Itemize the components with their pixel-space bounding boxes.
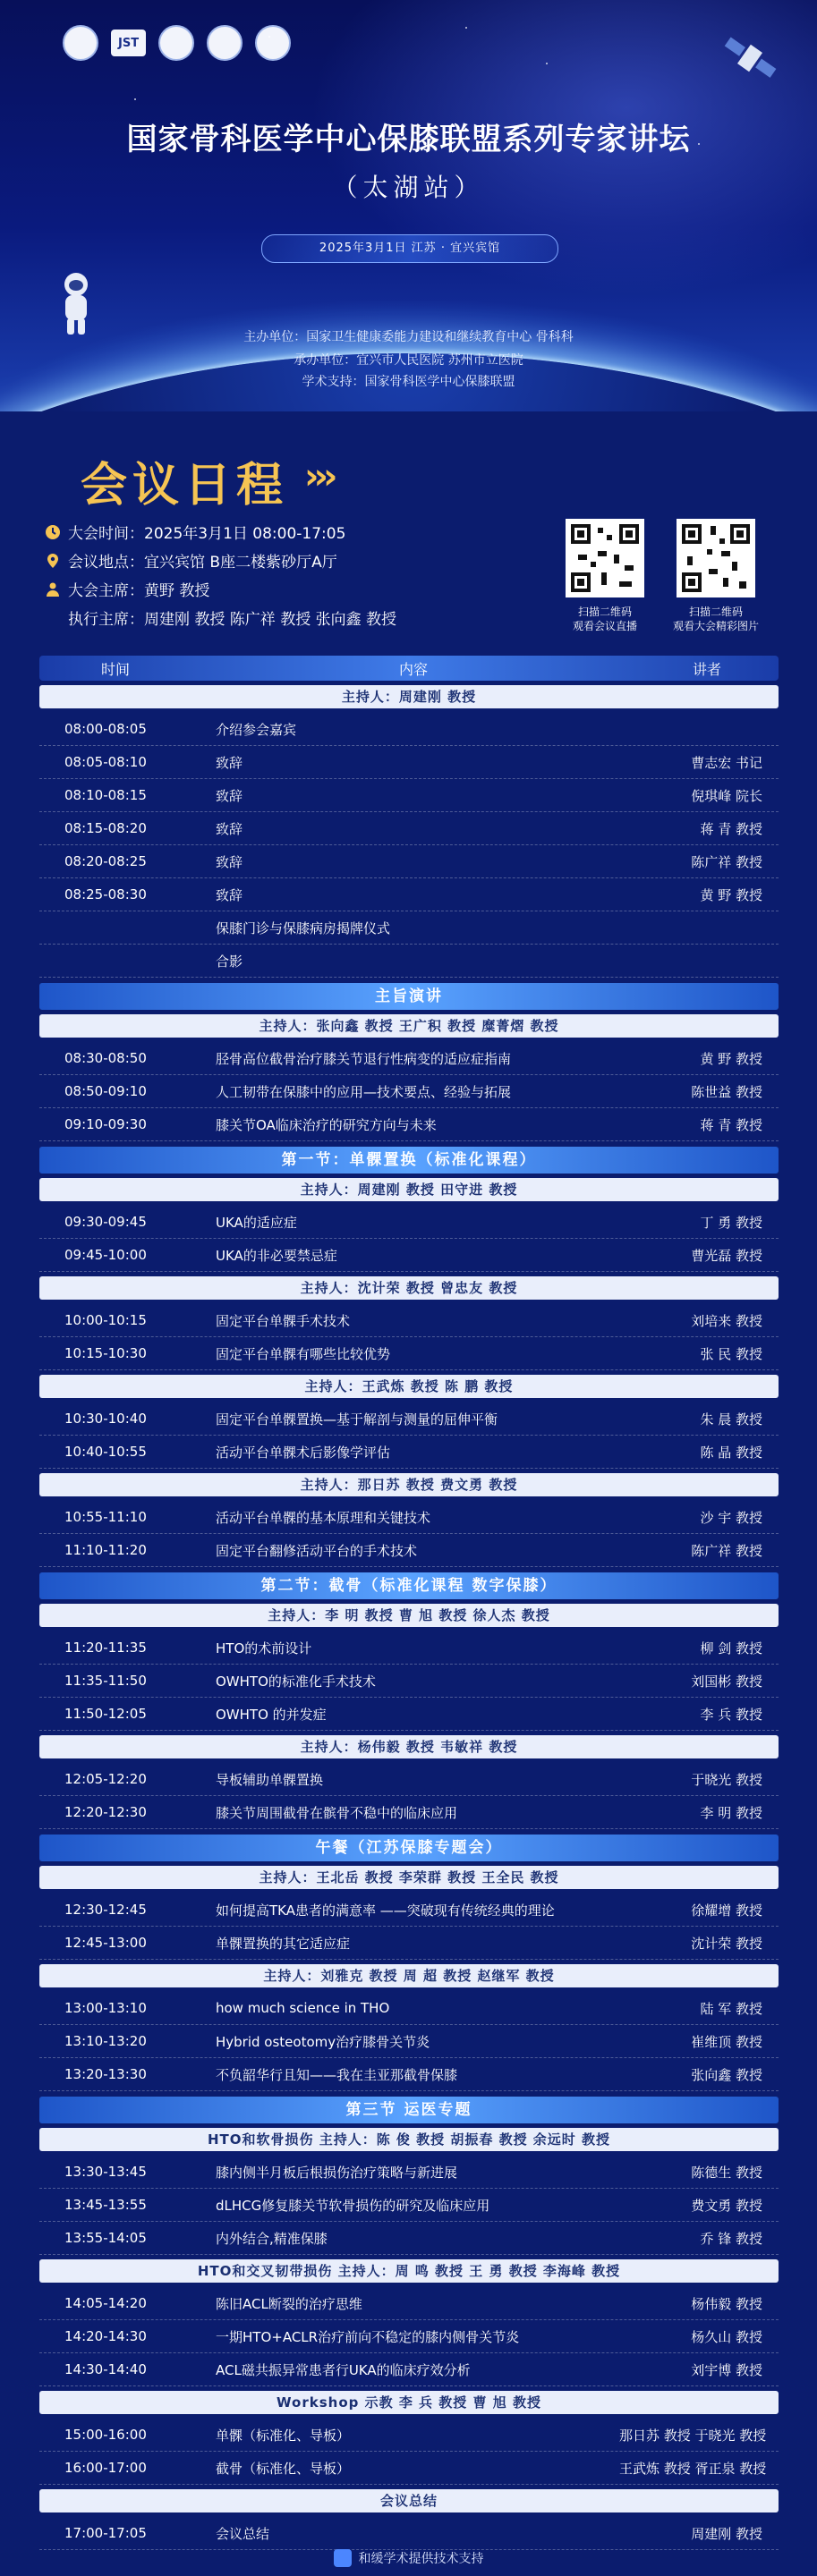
cell-content: 致辞 [216, 820, 243, 837]
moderator-bar: 主持人：王武炼 教授 陈 鹏 教授 [39, 1375, 779, 1398]
cell-content: 活动平台单髁术后影像学评估 [216, 1444, 391, 1461]
table-row [39, 1436, 779, 1469]
cell-content: 合影 [216, 953, 243, 970]
star [698, 143, 700, 145]
footer [0, 2540, 817, 2576]
date-location-pill: 2025年3月1日 江苏 · 宜兴宾馆 [261, 234, 558, 263]
cell-content: 致辞 [216, 853, 243, 870]
cell-speaker: 丁 勇 教授 [700, 1214, 762, 1231]
cell-time: 13:55-14:05 [64, 2230, 147, 2246]
star [134, 98, 136, 100]
cell-speaker: 刘培来 教授 [691, 1312, 762, 1329]
satellite-icon [719, 27, 781, 89]
organizer-line: 主办单位：国家卫生健康委能力建设和继续教育中心 骨科科 [243, 330, 574, 344]
header-speaker: 讲者 [692, 660, 721, 678]
table-row [39, 812, 779, 845]
cell-speaker: 周建刚 教授 [691, 2525, 762, 2542]
table-row [39, 1534, 779, 1567]
cell-content: 一期HTO+ACLR治疗前向不稳定的膝内侧骨关节炎 [216, 2328, 520, 2345]
cell-content: 会议总结 [216, 2525, 270, 2542]
cell-time: 08:25-08:30 [64, 886, 147, 902]
cell-content: 单髁（标准化、导板） [216, 2427, 351, 2444]
cell-speaker: 陈 晶 教授 [700, 1444, 762, 1461]
qr-code-live[interactable] [566, 519, 644, 597]
table-row [39, 945, 779, 978]
table-row [39, 1042, 779, 1075]
moderator-bar: 主持人：沈计荣 教授 曾忠友 教授 [39, 1276, 779, 1300]
cell-time: 11:35-11:50 [64, 1673, 147, 1689]
table-row [39, 1894, 779, 1927]
clock-icon [45, 524, 61, 540]
cell-content: 保膝门诊与保膝病房揭牌仪式 [216, 919, 391, 936]
cell-content: 致辞 [216, 787, 243, 804]
cell-time: 08:15-08:20 [64, 820, 147, 836]
qr-caption-line: 扫描二维码 [688, 606, 743, 618]
cell-speaker: 陈广祥 教授 [691, 853, 762, 870]
cell-speaker: 张 民 教授 [700, 1345, 762, 1362]
cell-speaker: 陈德生 教授 [691, 2164, 762, 2181]
info-time-text: 大会时间：2025年3月1日 08:00-17:05 [68, 525, 346, 543]
logo-icon [63, 25, 98, 61]
moderator-bar: 主持人：周建刚 教授 田守进 教授 [39, 1178, 779, 1201]
moderator-bar: HTO和交叉韧带损伤 主持人：周 鸣 教授 王 勇 教授 李海峰 教授 [39, 2259, 779, 2283]
table-row [39, 1304, 779, 1337]
cell-content: 活动平台单髁的基本原理和关键技术 [216, 1509, 431, 1526]
moderator-bar: 主持人：刘雅克 教授 周 超 教授 赵继军 教授 [39, 1964, 779, 1987]
section-header: 午餐（江苏保膝专题会） [39, 1835, 779, 1861]
qr-caption-line: 观看会议直播 [572, 620, 637, 632]
table-row [39, 2452, 779, 2485]
schedule-table [39, 656, 779, 2550]
cell-time: 14:30-14:40 [64, 2361, 147, 2377]
table-row [39, 2419, 779, 2452]
cell-content: 致辞 [216, 754, 243, 771]
moderator-bar: 会议总结 [39, 2489, 779, 2512]
cell-time: 10:15-10:30 [64, 1345, 147, 1361]
logo-icon [255, 25, 291, 61]
cell-time: 10:40-10:55 [64, 1444, 147, 1460]
cell-speaker: 崔维顶 教授 [691, 2033, 762, 2050]
cell-speaker: 于晓光 教授 [691, 1771, 762, 1788]
table-row [39, 2222, 779, 2255]
cell-time: 08:30-08:50 [64, 1050, 147, 1066]
info-time [45, 521, 345, 543]
cell-content: 截骨（标准化、导板） [216, 2460, 351, 2477]
cell-time: 13:00-13:10 [64, 2000, 147, 2016]
cell-speaker: 蒋 青 教授 [700, 1116, 762, 1133]
cell-content: 介绍参会嘉宾 [216, 721, 297, 738]
table-body [39, 685, 779, 2550]
location-pin-icon [45, 553, 61, 569]
cell-content: 膝关节周围截骨在髌骨不稳中的临床应用 [216, 1804, 458, 1821]
cell-time: 09:45-10:00 [64, 1247, 147, 1263]
cell-content: OWHTO 的并发症 [216, 1706, 327, 1723]
info-venue [45, 549, 337, 572]
header-content: 内容 [398, 660, 428, 678]
moderator-bar: 主持人：李 明 教授 曹 旭 教授 徐人杰 教授 [39, 1604, 779, 1627]
logo-icon [158, 25, 194, 61]
table-row [39, 1402, 779, 1436]
moderator-bar: 主持人：杨伟毅 教授 韦敏祥 教授 [39, 1735, 779, 1758]
cell-content: ACL磁共振异常患者行UKA的临床疗效分析 [216, 2361, 471, 2378]
table-row [39, 1763, 779, 1796]
agenda-heading: 会议日程 [81, 458, 289, 513]
info-chair-text: 大会主席：黄野 教授 [68, 582, 210, 600]
cell-time: 14:05-14:20 [64, 2295, 147, 2311]
cell-speaker: 陈世益 教授 [691, 1083, 762, 1100]
cell-time: 13:10-13:20 [64, 2033, 147, 2049]
cell-content: OWHTO的标准化手术技术 [216, 1673, 376, 1690]
table-row [39, 1665, 779, 1698]
table-header [39, 656, 779, 681]
table-row [39, 2025, 779, 2058]
cell-speaker: 徐耀增 教授 [691, 1902, 762, 1919]
cell-content: UKA的非必要禁忌症 [216, 1247, 337, 1264]
table-row [39, 845, 779, 878]
moderator-bar: 主持人：张向鑫 教授 王广积 教授 糜菁熠 教授 [39, 1014, 779, 1038]
cell-content: 固定平台翻修活动平台的手术技术 [216, 1542, 418, 1559]
qr-code-photos[interactable] [677, 519, 755, 597]
cell-content: 不负韶华行且知——我在圭亚那截骨保膝 [216, 2066, 458, 2083]
cell-time: 11:20-11:35 [64, 1640, 147, 1656]
qr-caption-live [547, 605, 663, 633]
cell-content: 导板辅助单髁置换 [216, 1771, 324, 1788]
cell-time: 17:00-17:05 [64, 2525, 147, 2541]
table-row [39, 1992, 779, 2025]
table-row [39, 1075, 779, 1108]
cell-content: 致辞 [216, 886, 243, 903]
table-row [39, 2320, 779, 2353]
support-line: 学术支持：国家骨科医学中心保膝联盟 [302, 375, 515, 389]
cell-time: 12:30-12:45 [64, 1902, 147, 1918]
star [546, 63, 548, 64]
cell-time: 11:10-11:20 [64, 1542, 147, 1558]
cell-content: Hybrid osteotomy治疗膝骨关节炎 [216, 2033, 430, 2050]
cell-speaker: 杨伟毅 教授 [691, 2295, 762, 2312]
moderator-bar: Workshop 示教 李 兵 教授 曹 旭 教授 [39, 2391, 779, 2414]
cell-time: 12:05-12:20 [64, 1771, 147, 1787]
cell-speaker: 乔 锋 教授 [700, 2230, 762, 2247]
cell-time: 08:10-08:15 [64, 787, 147, 803]
moderator-bar: HTO和软骨损伤 主持人：陈 俊 教授 胡振春 教授 余远时 教授 [39, 2128, 779, 2151]
cell-speaker: 陈广祥 教授 [691, 1542, 762, 1559]
table-row [39, 1239, 779, 1272]
section-header: 第三节 运医专题 [39, 2097, 779, 2123]
cell-speaker: 张向鑫 教授 [691, 2066, 762, 2083]
cell-time: 10:00-10:15 [64, 1312, 147, 1328]
section-header: 第二节：截骨（标准化课程 数字保膝） [39, 1572, 779, 1599]
table-row [39, 911, 779, 945]
header-time: 时间 [100, 660, 130, 678]
cell-time: 09:10-09:30 [64, 1116, 147, 1132]
moderator-bar: 主持人：那日苏 教授 费文勇 教授 [39, 1473, 779, 1496]
cell-speaker: 黄 野 教授 [700, 1050, 762, 1067]
cell-time: 09:30-09:45 [64, 1214, 147, 1230]
table-row [39, 1206, 779, 1239]
cell-speaker: 沈计荣 教授 [691, 1935, 762, 1952]
cell-speaker: 倪琪峰 院长 [691, 787, 762, 804]
cell-content: 内外结合,精准保膝 [216, 2230, 328, 2247]
table-row [39, 713, 779, 746]
cell-time: 13:30-13:45 [64, 2164, 147, 2180]
table-row [39, 878, 779, 911]
cell-speaker: 蒋 青 教授 [700, 820, 762, 837]
qr-caption-line: 观看大会精彩图片 [672, 620, 759, 632]
cell-time: 12:45-13:00 [64, 1935, 147, 1951]
cell-speaker: 曹志宏 书记 [691, 754, 762, 771]
table-row [39, 1796, 779, 1829]
info-chair [45, 578, 209, 600]
cell-speaker: 柳 剑 教授 [700, 1640, 762, 1657]
table-row [39, 779, 779, 812]
cell-speaker: 黄 野 教授 [700, 886, 762, 903]
table-row [39, 2156, 779, 2189]
cell-content: 胫骨高位截骨治疗膝关节退行性病变的适应症指南 [216, 1050, 512, 1067]
table-row [39, 1501, 779, 1534]
table-row [39, 1698, 779, 1731]
chevrons-icon: ››› [304, 456, 333, 497]
cell-content: how much science in THO [216, 2000, 390, 2016]
cell-content: 人工韧带在保膝中的应用—技术要点、经验与拓展 [216, 1083, 512, 1100]
info-exec [68, 606, 396, 629]
footer-text: 和缓学术提供技术支持 [358, 2552, 484, 2566]
table-row [39, 1631, 779, 1665]
cell-speaker: 曹光磊 教授 [691, 1247, 762, 1264]
logo-row [63, 25, 291, 61]
cell-time: 13:20-13:30 [64, 2066, 147, 2082]
cell-content: 固定平台单髁置换—基于解剖与测量的屈伸平衡 [216, 1411, 498, 1428]
page-subtitle: （太湖站） [332, 173, 485, 202]
cell-time: 13:45-13:55 [64, 2197, 147, 2213]
cell-content: HTO的术前设计 [216, 1640, 312, 1657]
cell-content: 单髁置换的其它适应症 [216, 1935, 351, 1952]
table-row [39, 746, 779, 779]
cell-content: 固定平台单髁手术技术 [216, 1312, 351, 1329]
table-row [39, 2058, 779, 2091]
section-header: 主旨演讲 [39, 983, 779, 1010]
cell-content: 膝内侧半月板后根损伤治疗策略与新进展 [216, 2164, 458, 2181]
hero-banner [0, 0, 817, 411]
cell-content: 固定平台单髁有哪些比较优势 [216, 1345, 391, 1362]
star [465, 27, 467, 29]
cell-content: UKA的适应症 [216, 1214, 297, 1231]
table-row [39, 1337, 779, 1370]
moderator-bar: 主持人：周建刚 教授 [39, 685, 779, 708]
cell-content: 陈旧ACL断裂的治疗思维 [216, 2295, 362, 2312]
table-row [39, 2287, 779, 2320]
cell-speaker: 杨久山 教授 [691, 2328, 762, 2345]
section-header: 第一节：单髁置换（标准化课程） [39, 1147, 779, 1174]
cell-time: 10:55-11:10 [64, 1509, 147, 1525]
cell-time: 16:00-17:00 [64, 2460, 147, 2476]
table-row [39, 1108, 779, 1141]
cell-speaker: 王武炼 教授 胥正泉 教授 [619, 2460, 767, 2477]
cell-speaker: 陆 军 教授 [700, 2000, 762, 2017]
cell-time: 08:05-08:10 [64, 754, 147, 770]
table-row [39, 1927, 779, 1960]
cell-content: dLHCG修复膝关节软骨损伤的研究及临床应用 [216, 2197, 490, 2214]
cell-speaker: 刘国彬 教授 [691, 1673, 762, 1690]
moderator-bar: 主持人：王北岳 教授 李荣群 教授 王全民 教授 [39, 1866, 779, 1889]
qr-caption-photos [658, 605, 774, 633]
info-exec-text: 执行主席：周建刚 教授 陈广祥 教授 张向鑫 教授 [68, 611, 397, 629]
info-venue-text: 会议地点：宜兴宾馆 B座二楼紫砂厅A厅 [68, 554, 337, 572]
qr-caption-line: 扫描二维码 [577, 606, 632, 618]
cell-time: 11:50-12:05 [64, 1706, 147, 1722]
host-line: 承办单位：宜兴市人民医院 苏州市立医院 [294, 353, 523, 368]
cell-time: 10:30-10:40 [64, 1411, 147, 1427]
logo-icon [207, 25, 243, 61]
cell-time: 12:20-12:30 [64, 1804, 147, 1820]
cell-content: 如何提高TKA患者的满意率 ——突破现有传统经典的理论 [216, 1902, 555, 1919]
cell-content: 膝关节OA临床治疗的研究方向与未来 [216, 1116, 437, 1133]
cell-time: 08:00-08:05 [64, 721, 147, 737]
cell-time: 14:20-14:30 [64, 2328, 147, 2344]
logo-icon: JST [111, 30, 146, 56]
cell-speaker: 那日苏 教授 于晓光 教授 [619, 2427, 767, 2444]
cell-speaker: 李 明 教授 [700, 1804, 762, 1821]
brand-icon [334, 2549, 352, 2567]
star [268, 36, 270, 38]
people-icon [45, 581, 61, 597]
cell-speaker: 沙 宇 教授 [700, 1509, 762, 1526]
cell-time: 08:20-08:25 [64, 853, 147, 869]
cell-time: 15:00-16:00 [64, 2427, 147, 2443]
cell-speaker: 费文勇 教授 [691, 2197, 762, 2214]
table-row [39, 2353, 779, 2386]
page-title: 国家骨科医学中心保膝联盟系列专家讲坛 [126, 122, 691, 157]
cell-speaker: 朱 晨 教授 [700, 1411, 762, 1428]
cell-time: 08:50-09:10 [64, 1083, 147, 1099]
cell-speaker: 刘宇博 教授 [691, 2361, 762, 2378]
table-row [39, 2189, 779, 2222]
cell-speaker: 李 兵 教授 [700, 1706, 762, 1723]
